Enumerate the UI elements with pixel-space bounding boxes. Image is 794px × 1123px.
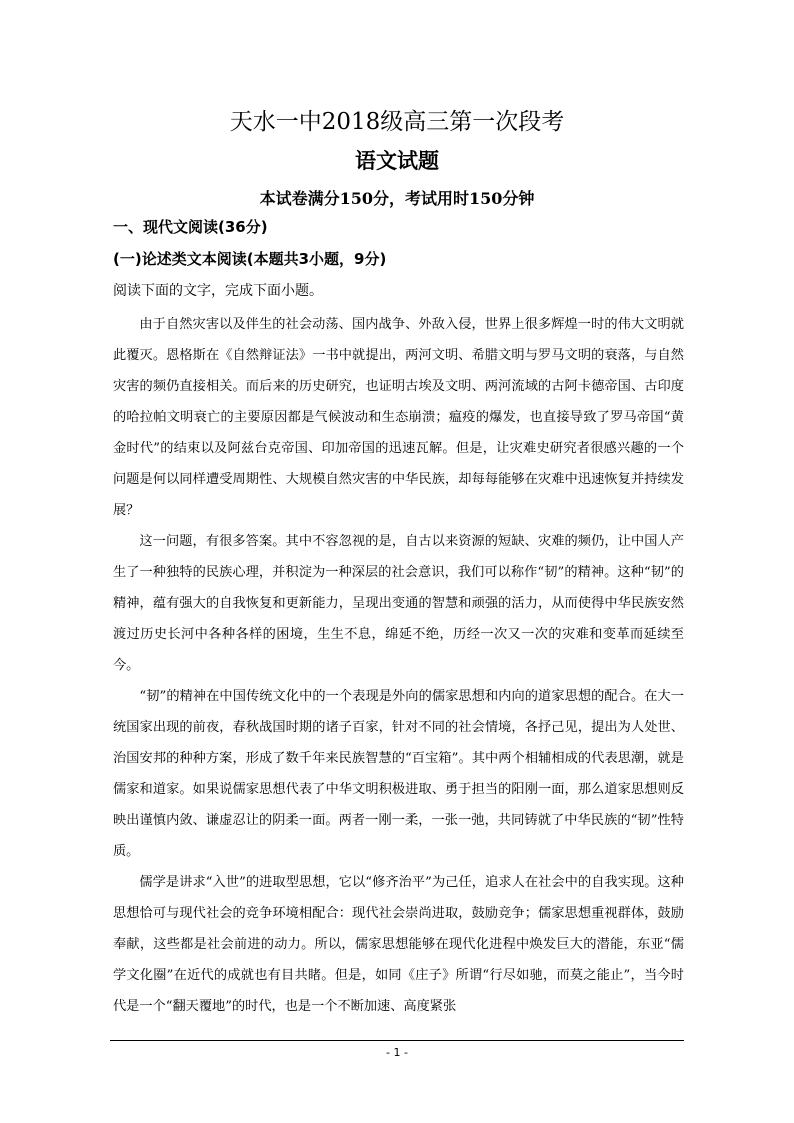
passage-paragraph: 由于自然灾害以及伴生的社会动荡、国内战争、外敌入侵，世界上很多辉煌一时的伟大文明就此覆灭。恩格斯在《自然辩证法》一书中就提出，两河文明、希腊文明与罗马文明的衰落，与自然灾害的频仍直接相关。而后来的历史研究，也证明古埃及文明、两河流域的古阿卡德帝国、古印度的哈拉帕文明衰亡的主要原因都是气候波动和生态崩溃；瘟疫的爆发，也直接导致了罗马帝国“黄金时代”的结束以及阿兹台克帝国、印加帝国的迅速瓦解。但是，让灾难史研究者很感兴趣的一个问题是何以同样遭受周期性、大规模自然灾害的中华民族，却每每能够在灾难中迅速恢复并持续发展？ bbox=[113, 317, 684, 518]
exam-info: 本试卷满分150分，考试用时150分钟 bbox=[259, 189, 535, 208]
passage-paragraph: 儒学是讲求“入世”的进取型思想，它以“修齐治平”为己任，追求人在社会中的自我实现。这种思想恰可与现代社会的竞争环境相配合：现代社会崇尚进取，鼓励竞争；儒家思想重视群体，鼓励奉献，这些都是社会前进的动力。所以，儒家思想能够在现代化进程中焕发巨大的潜能，东亚“儒学文化圈”在近代的成就也有目共睹。但是，如同《庄子》所谓“行尽如驰，而莫之能止”，当今时代是一个“翻天覆地”的时代，也是一个不断加速、高度紧张 bbox=[113, 875, 684, 1014]
passage bbox=[113, 309, 684, 1022]
instruction-text: 阅读下面的文字，完成下面小题。 bbox=[113, 283, 323, 299]
passage-paragraph: “韧”的精神在中国传统文化中的一个表现是外向的儒家思想和内向的道家思想的配合。在大一统国家出现的前夜，春秋战国时期的诸子百家，针对不同的社会情境，各抒己见，提出为人处世、治国安邦的种种方案，形成了数千年来民族智慧的“百宝箱”。其中两个相辅相成的代表思潮，就是儒家和道家。如果说儒家思想代表了中华文明积极进取、勇于担当的阳刚一面，那么道家思想则反映出谨慎内敛、谦虚忍让的阴柔一面。两者一刚一柔，一张一弛，共同铸就了中华民族的“韧”性特质。 bbox=[113, 689, 684, 859]
section-heading: 一、现代文阅读(36分) bbox=[113, 218, 268, 236]
page-number: - 1 - bbox=[386, 1046, 408, 1059]
footer-divider bbox=[110, 1040, 684, 1041]
subject-title: 语文试题 bbox=[355, 148, 439, 173]
section-subheading: (一)论述类文本阅读(本题共3小题，9分) bbox=[113, 250, 387, 268]
exam-title: 天水一中2018级高三第一次段考 bbox=[229, 109, 565, 135]
passage-paragraph: 这一问题，有很多答案。其中不容忽视的是，自古以来资源的短缺、灾难的频仍，让中国人产生了一种独特的民族心理，并积淀为一种深层的社会意识，我们可以称作“韧”的精神。这种“韧”的精神，蕴有强大的自我恢复和更新能力，呈现出变通的智慧和顽强的活力，从而使得中华民族安然渡过历史长河中各种各样的困境，生生不息，绵延不绝，历经一次又一次的灾难和变革而延续至今。 bbox=[113, 534, 684, 673]
